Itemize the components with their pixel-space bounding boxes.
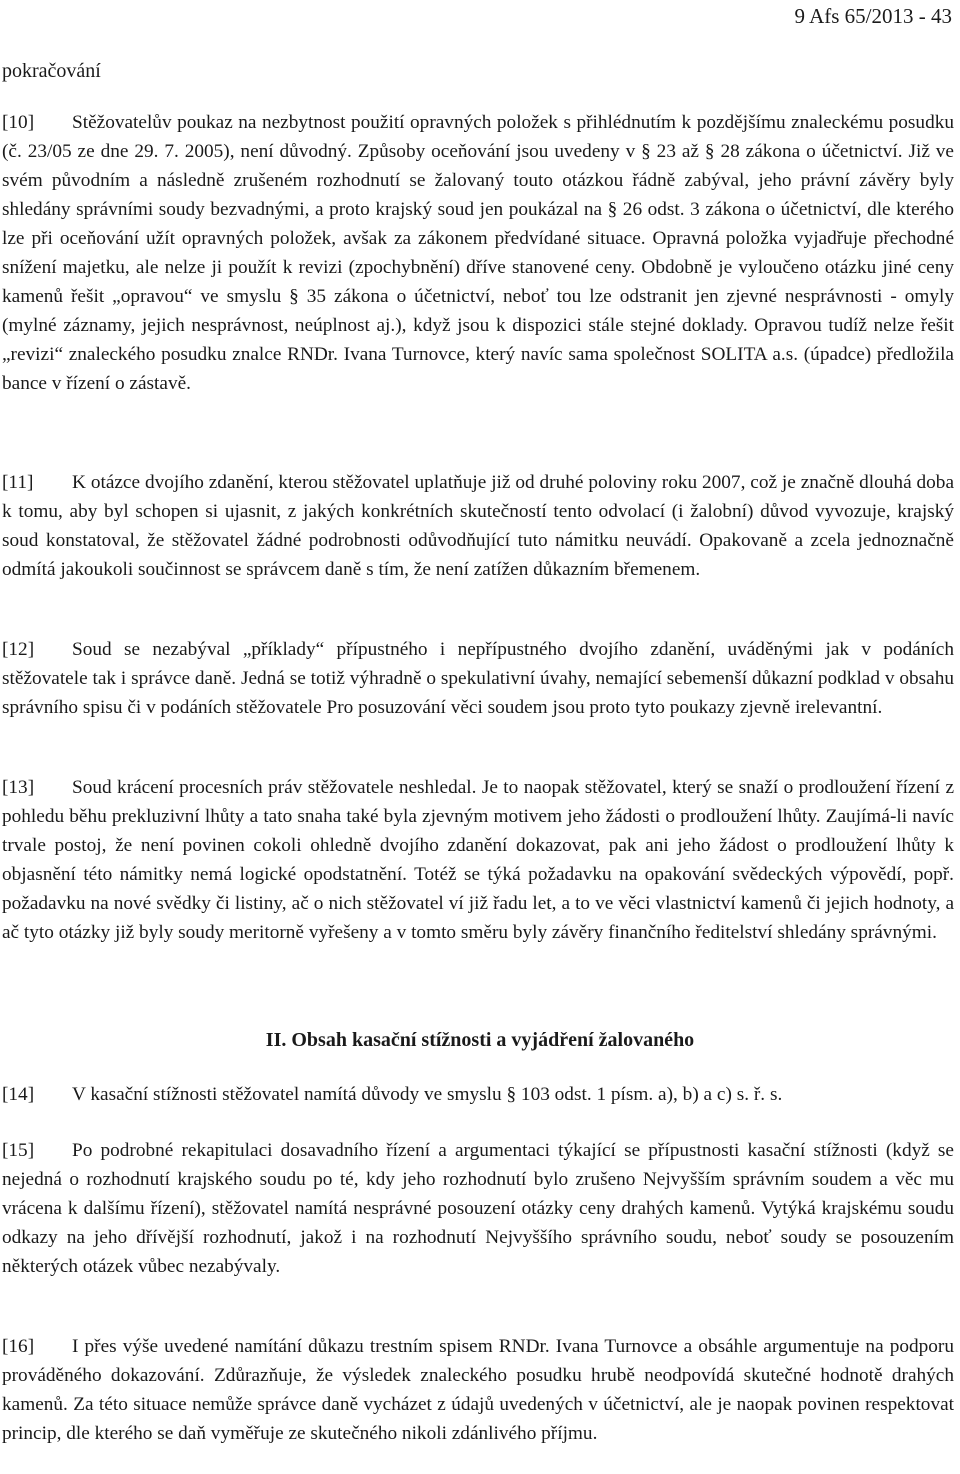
paragraph-text: I přes výše uvedené namítání důkazu trestním spisem RNDr. Ivana Turnovce a obsáhle argumentuje na podporu prováděného dokazování. Zdůrazňuje, že výsledek znaleckého posudku hrubě neodpovídá skutečné hodnotě drahých kamenů. Za této situace nemůže správce daně vycházet z údajů uvedených v účetnictví, ale je naopak povinen respektovat princip, dle kterého se daň vyměřuje ze skutečného nikoli zdánlivého příjmu. [2, 1336, 954, 1444]
continuation-label: pokračování [2, 60, 101, 82]
paragraph-number: [13] [2, 777, 35, 798]
section-heading: II. Obsah kasační stížnosti a vyjádření žalovaného [265, 1029, 695, 1051]
paragraph-13 [2, 773, 954, 947]
paragraph-number: [16] [2, 1336, 35, 1357]
paragraph-15 [2, 1136, 954, 1281]
paragraph-text: Soud se nezabýval „příklady“ přípustného i nepřípustného dvojího zdanění, uváděnými jak v podáních stěžovatele tak i správce daně. Jedná se totiž výhradně o spekulativní úvahy, nemající sebemenší důkazní podklad v obsahu správního spisu či v podáních stěžovatele Pro posuzování věci soudem jsou proto tyto poukazy zjevně irelevantní. [2, 639, 954, 718]
paragraph-16 [2, 1332, 954, 1448]
paragraph-14 [2, 1080, 954, 1109]
paragraph-number: [10] [2, 112, 35, 133]
paragraph-number: [15] [2, 1140, 35, 1161]
paragraph-number: [12] [2, 639, 35, 660]
paragraph-text: Stěžovatelův poukaz na nezbytnost použití opravných položek s přihlédnutím k pozdějšímu znaleckému posudku (č. 23/05 ze dne 29. 7. 2005), není důvodný. Způsoby oceňování jsou uvedeny v § 23 až § 28 zákona o účetnictví. Již ve svém původním a následně zrušeném rozhodnutí se žalovaný touto otázkou řádně zabýval, jeho právní závěry byly shledány správními soudy bezvadnými, a proto krajský soud jen poukázal na § 26 odst. 3 zákona o účetnictví, dle kterého lze při oceňování užít opravných položek, avšak za zákonem předvídané situace. Opravná položka vyjadřuje přechodné snížení majetku, ale nelze ji použít k revizi (zpochybnění) dříve stanovené ceny. Obdobně je vyloučeno otázku jiné ceny kamenů řešit „opravou“ ve smyslu § 35 zákona o účetnictví, neboť tou lze odstranit jen zjevné nesprávnosti - omyly (mylné záznamy, jejich nesprávnost, neúplnost aj.), když jsou k dispozici stále stejné doklady. Opravou tudíž nelze řešit „revizi“ znaleckého posudku znalce RNDr. Ivana Turnovce, který navíc sama společnost SOLITA a.s. (úpadce) předložila bance v řízení o zástavě. [2, 112, 954, 394]
paragraph-text: Soud krácení procesních práv stěžovatele neshledal. Je to naopak stěžovatel, který se snaží o prodloužení řízení z pohledu běhu prekluzivní lhůty a tato snaha také byla zjevným motivem jeho žádosti o prodloužení lhůty. Zaujímá-li navíc trvale postoj, že není povinen cokoli ohledně dvojího zdanění dokazovat, pak ani jeho žádost o prodloužení lhůty k objasnění této námitky nemá logické opodstatnění. Totéž se týká požadavku na opakování svědeckých výpovědí, popř. požadavku na nové svědky či listiny, ač o nich stěžovatel ví již řadu let, a to ve věci vlastnictví kamenů či jejich hodnoty, a ač tyto otázky již byly soudy meritorně vyřešeny a v tomto směru byly závěry finančního ředitelství shledány správnými. [2, 777, 954, 943]
paragraph-10 [2, 108, 954, 398]
case-reference: 9 Afs 65/2013 - 43 [794, 4, 952, 28]
paragraph-text: V kasační stížnosti stěžovatel namítá důvody ve smyslu § 103 odst. 1 písm. a), b) a c) s. ř. s. [72, 1084, 783, 1105]
paragraph-11 [2, 468, 954, 584]
paragraph-12 [2, 635, 954, 722]
paragraph-number: [11] [2, 472, 34, 493]
paragraph-text: K otázce dvojího zdanění, kterou stěžovatel uplatňuje již od druhé poloviny roku 2007, což je značně dlouhá doba k tomu, aby byl schopen si ujasnit, z jakých konkrétních skutečností tento odvolací (i žalobní) důvod vyvozuje, krajský soud konstatoval, že stěžovatel žádné podrobnosti odůvodňující tuto námitku neuvádí. Opakovaně a zcela jednoznačně odmítá jakoukoli součinnost se správcem daně s tím, že není zatížen důkazním břemenem. [2, 472, 954, 580]
paragraph-number: [14] [2, 1084, 35, 1105]
paragraph-text: Po podrobné rekapitulaci dosavadního řízení a argumentaci týkající se přípustnosti kasační stížnosti (když se nejedná o rozhodnutí krajského soudu po té, kdy jeho rozhodnutí bylo zrušeno Nejvyšším správním soudem a věc mu vrácena k dalšímu řízení), stěžovatel namítá nesprávné posouzení otázky ceny drahých kamenů. Vytýká krajskému soudu odkazy na jeho dřívější rozhodnutí, jakož i na rozhodnutí Nejvyššího správního soudu, neboť soudy se posouzením některých otázek vůbec nezabývaly. [2, 1140, 954, 1277]
